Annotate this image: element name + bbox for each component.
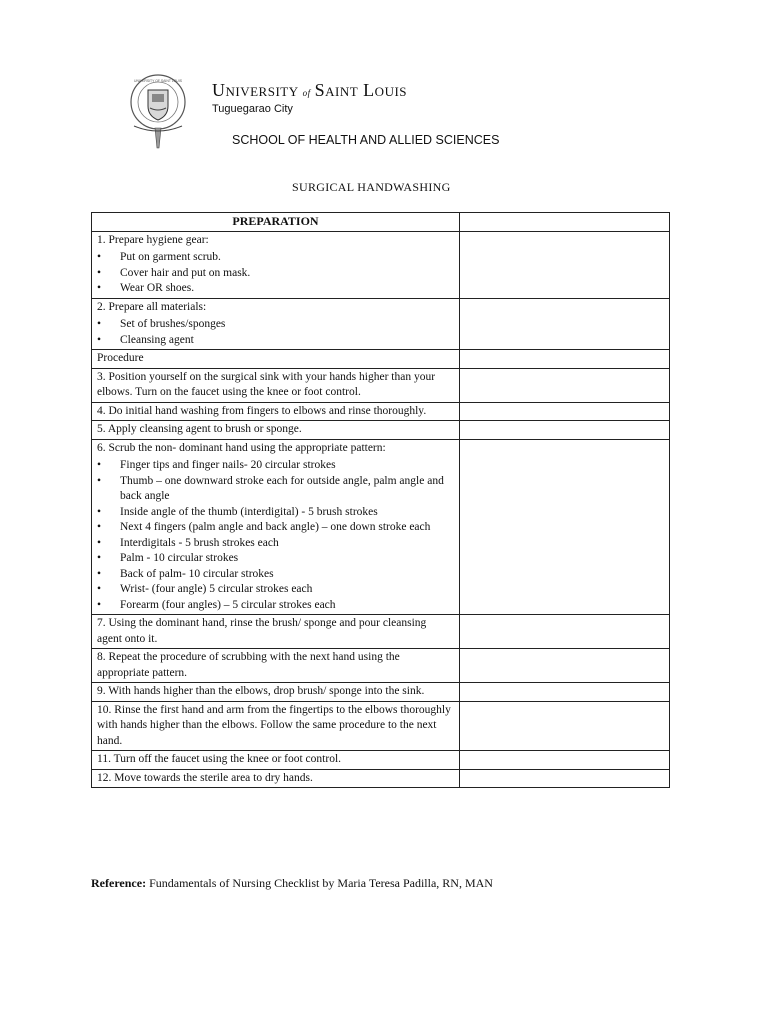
check-cell[interactable]: [460, 683, 670, 702]
check-cell[interactable]: [460, 402, 670, 421]
step-cell: [92, 298, 460, 350]
check-cell[interactable]: [460, 615, 670, 649]
list-item: • Wear OR shoes.: [97, 281, 454, 297]
table-header-row: [92, 213, 670, 232]
step-cell: [92, 231, 460, 298]
list-item: • Back of palm- 10 circular strokes: [97, 567, 454, 583]
step-text: 8. Repeat the procedure of scrubbing with the next hand using the appropriate pattern.: [92, 649, 460, 683]
reference-line: [91, 876, 493, 891]
university-name: [212, 80, 407, 101]
check-cell[interactable]: [460, 368, 670, 402]
bullet-list: [97, 458, 454, 613]
step-text: 1. Prepare hygiene gear:: [97, 233, 209, 246]
table-header-preparation: PREPARATION: [92, 213, 460, 232]
list-item: • Next 4 fingers (palm angle and back angle) – one down stroke each: [97, 520, 454, 536]
table-row: [92, 439, 670, 615]
check-cell[interactable]: [460, 439, 670, 615]
step-text: 9. With hands higher than the elbows, drop brush/ sponge into the sink.: [92, 683, 460, 702]
city-label: Tuguegarao City: [212, 103, 293, 115]
table-row: [92, 769, 670, 788]
table-row: [92, 683, 670, 702]
table-row: [92, 615, 670, 649]
step-text: 3. Position yourself on the surgical sink with your hands higher than your elbows. Turn on the faucet using the knee or foot control.: [92, 368, 460, 402]
university-seal-icon: [128, 72, 188, 150]
check-cell[interactable]: [460, 769, 670, 788]
checklist-table: [91, 212, 670, 788]
step-text: 4. Do initial hand washing from fingers to elbows and rinse thoroughly.: [92, 402, 460, 421]
table-row: [92, 649, 670, 683]
step-text: 12. Move towards the sterile area to dry hands.: [92, 769, 460, 788]
list-item: • Palm - 10 circular strokes: [97, 551, 454, 567]
table-row: [92, 751, 670, 770]
check-cell[interactable]: [460, 421, 670, 440]
check-cell[interactable]: [460, 350, 670, 369]
table-row: [92, 421, 670, 440]
list-item: • Put on garment scrub.: [97, 250, 454, 266]
list-item: • Wrist- (four angle) 5 circular strokes each: [97, 582, 454, 598]
university-name-part1: University: [212, 80, 299, 100]
step-text: 5. Apply cleansing agent to brush or sponge.: [92, 421, 460, 440]
check-cell[interactable]: [460, 649, 670, 683]
table-row: [92, 298, 670, 350]
list-item: • Set of brushes/sponges: [97, 317, 454, 333]
check-cell[interactable]: [460, 751, 670, 770]
check-cell[interactable]: [460, 231, 670, 298]
table-row: [92, 402, 670, 421]
bullet-list: [97, 250, 454, 297]
list-item: • Cover hair and put on mask.: [97, 266, 454, 282]
step-text: 10. Rinse the first hand and arm from the fingertips to the elbows thoroughly with hands higher than the elbows. Follow the same procedure to the next hand.: [92, 701, 460, 751]
check-cell[interactable]: [460, 701, 670, 751]
university-name-part2: Saint Louis: [314, 80, 408, 100]
list-item: • Inside angle of the thumb (interdigital) - 5 brush strokes: [97, 505, 454, 521]
step-text: 6. Scrub the non- dominant hand using the appropriate pattern:: [97, 441, 386, 454]
list-item: • Finger tips and finger nails- 20 circular strokes: [97, 458, 454, 474]
list-item: • Thumb – one downward stroke each for outside angle, palm angle and back angle: [97, 474, 454, 505]
step-text: 7. Using the dominant hand, rinse the brush/ sponge and pour cleansing agent onto it.: [92, 615, 460, 649]
list-item: • Cleansing agent: [97, 333, 454, 349]
seal-text: UNIVERSITY OF SAINT LOUIS: [134, 79, 182, 83]
reference-label: Reference:: [91, 876, 147, 890]
step-cell: [92, 439, 460, 615]
step-text: 11. Turn off the faucet using the knee or foot control.: [92, 751, 460, 770]
document-title: SURGICAL HANDWASHING: [292, 180, 451, 194]
reference-text: Fundamentals of Nursing Checklist by Maria Teresa Padilla, RN, MAN: [146, 876, 493, 890]
list-item: • Interdigitals - 5 brush strokes each: [97, 536, 454, 552]
university-name-of: of: [302, 88, 311, 98]
bullet-list: [97, 317, 454, 348]
list-item: • Forearm (four angles) – 5 circular strokes each: [97, 598, 454, 614]
procedure-heading: Procedure: [92, 350, 460, 369]
table-row: [92, 350, 670, 369]
table-row: [92, 701, 670, 751]
table-header-blank: [460, 213, 670, 232]
table-row: [92, 368, 670, 402]
school-name: SCHOOL OF HEALTH AND ALLIED SCIENCES: [232, 133, 500, 147]
step-text: 2. Prepare all materials:: [97, 300, 207, 313]
check-cell[interactable]: [460, 298, 670, 350]
table-row: [92, 231, 670, 298]
